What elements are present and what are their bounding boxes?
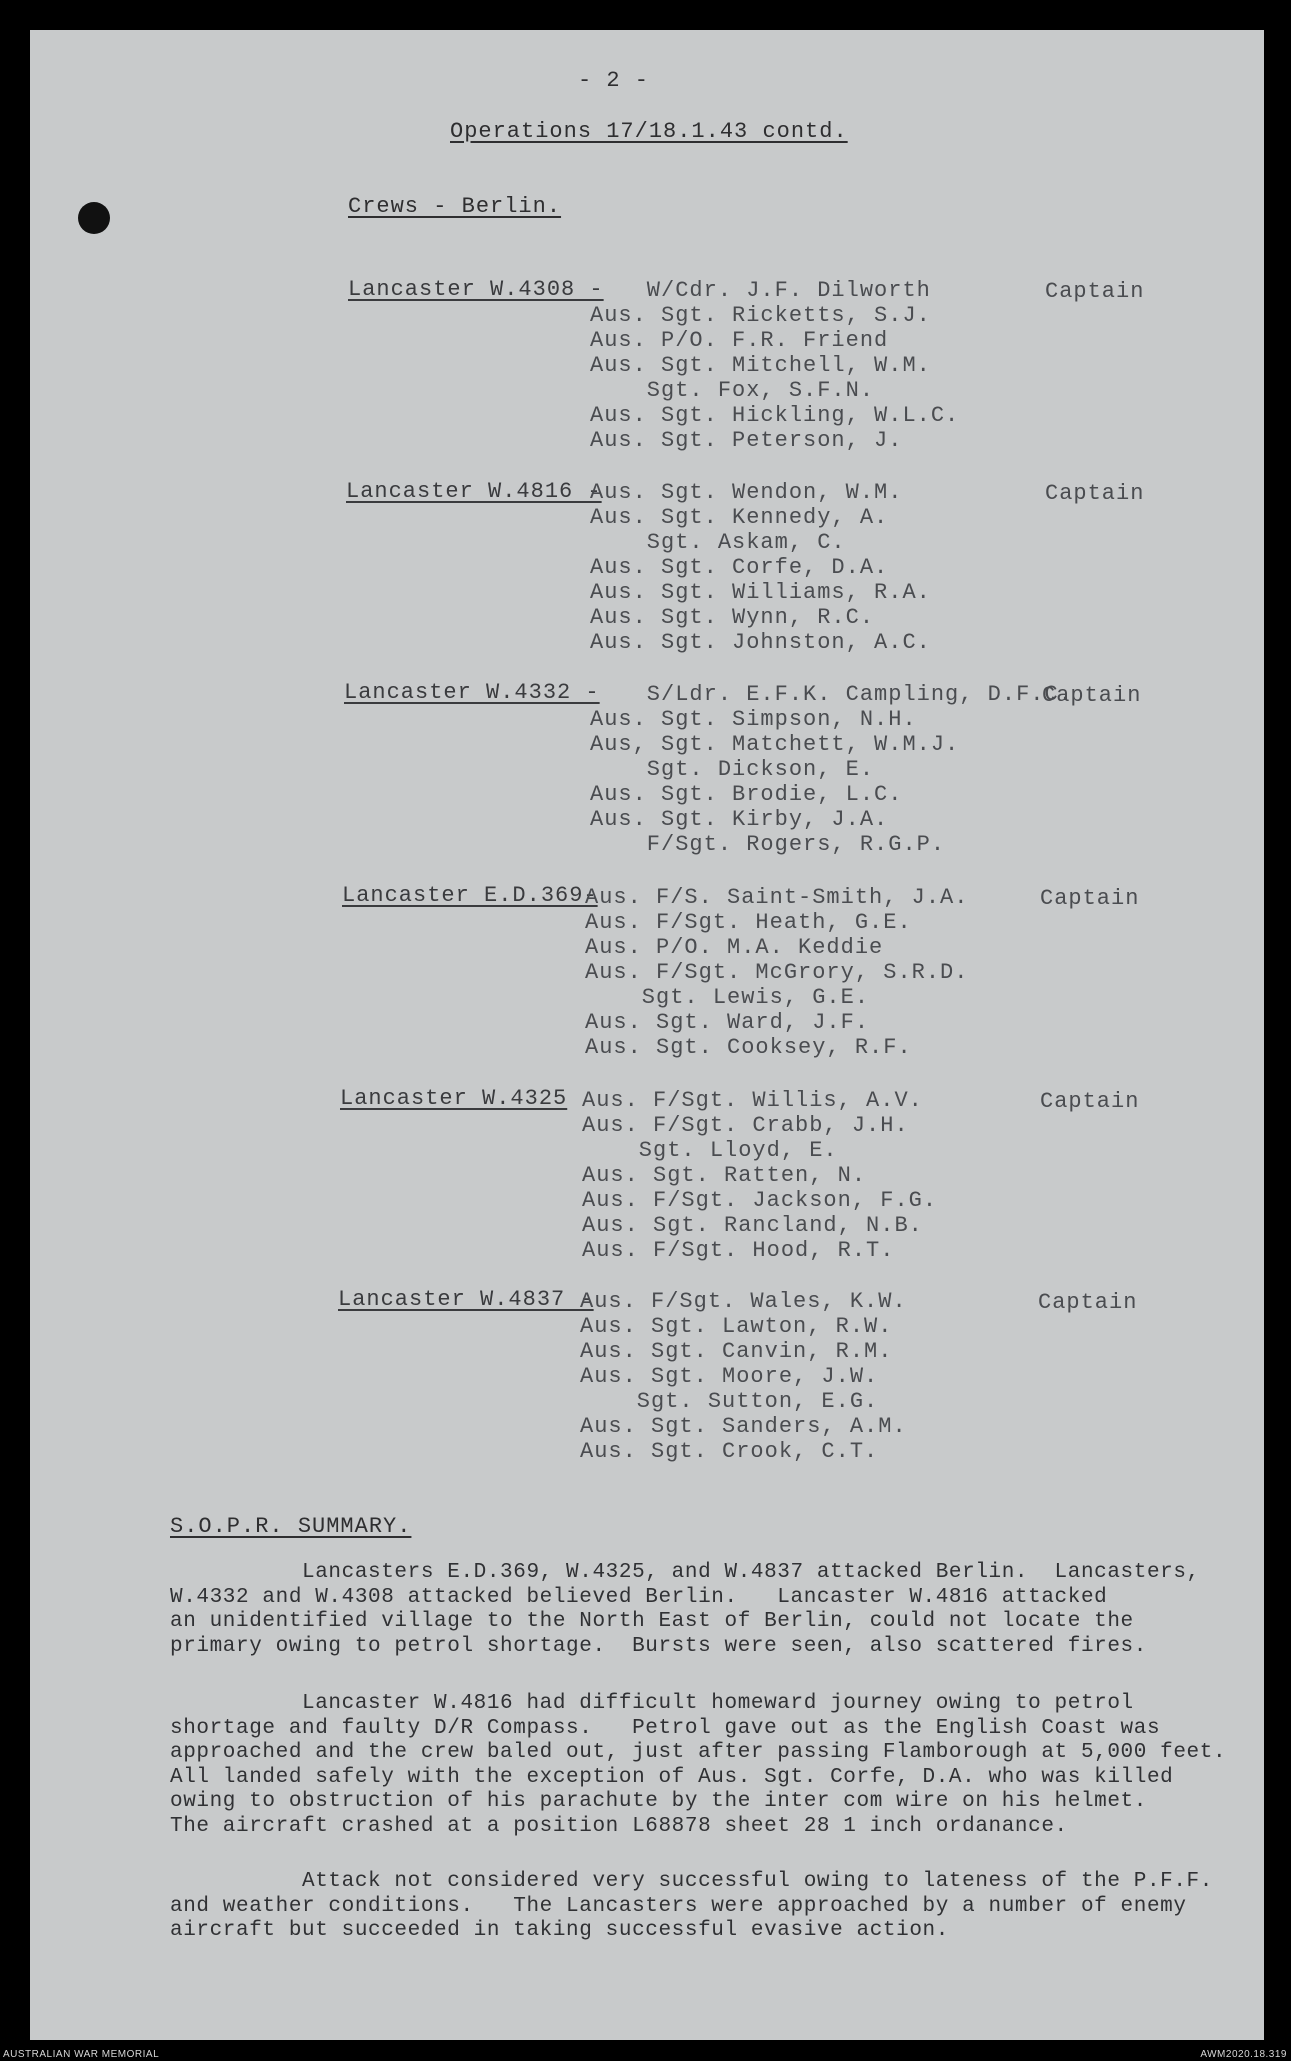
aircraft-name: Lancaster W.4332 - (344, 680, 600, 705)
crew-member: Aus. P/O. F.R. Friend (590, 328, 889, 353)
aircraft-name: Lancaster E.D.369- (342, 883, 598, 908)
crew-member: Sgt. Dickson, E. (590, 757, 875, 782)
page-number: - 2 - (578, 68, 650, 93)
paragraph-line: Lancaster W.4816 had difficult homeward journey owing to petrol (170, 1692, 1134, 1715)
crew-member: Aus. Sgt. Hickling, W.L.C. (590, 403, 960, 428)
crew-member: Aus. Sgt. Johnston, A.C. (590, 630, 931, 655)
crew-member: Aus. F/Sgt. Willis, A.V. (582, 1088, 923, 1113)
paragraph-line: shortage and faulty D/R Compass. Petrol gave out as the English Coast was (170, 1716, 1161, 1740)
crew-member: Aus. Sgt. Ricketts, S.J. (590, 303, 931, 328)
paragraph-line: The aircraft crashed at a position L68878 sheet 28 1 inch ordanance. (170, 1814, 1068, 1838)
crew-member: Sgt. Fox, S.F.N. (590, 378, 875, 403)
summary-paragraph-1 (170, 1561, 1200, 1659)
aircraft-name: Lancaster W.4837 - (338, 1287, 594, 1312)
crew-member: Aus. F/S. Saint-Smith, J.A. (585, 885, 969, 910)
summary-paragraph-3 (170, 1870, 1213, 1944)
crew-member: S/Ldr. E.F.K. Campling, D.F.C. (590, 682, 1073, 707)
paragraph-line: owing to obstruction of his parachute by the inter com wire on his helmet. (170, 1790, 1147, 1813)
aircraft-name: Lancaster W.4816 - (346, 479, 602, 504)
crew-member: Sgt. Lewis, G.E. (585, 985, 870, 1010)
crew-member: Sgt. Sutton, E.G. (580, 1389, 879, 1414)
crew-member: Aus. F/Sgt. Wales, K.W. (580, 1289, 907, 1314)
crews-heading: Crews - Berlin. (348, 194, 562, 219)
crew-role: Captain (1042, 683, 1142, 708)
aircraft-name: Lancaster W.4308 - (348, 277, 604, 302)
crew-member: Aus. Sgt. Wendon, W.M. (590, 480, 903, 505)
paragraph-line: and weather conditions. The Lancasters were approached by a number of enemy (170, 1894, 1187, 1918)
crew-role: Captain (1038, 1290, 1138, 1315)
punch-hole (78, 202, 110, 234)
crew-member: Aus. Sgt. Ratten, N. (582, 1163, 867, 1188)
paragraph-line: Lancasters E.D.369, W.4325, and W.4837 attacked Berlin. Lancasters, (170, 1561, 1200, 1584)
crew-member: Aus. F/Sgt. Heath, G.E. (585, 910, 912, 935)
aircraft-name: Lancaster W.4325 (340, 1086, 568, 1111)
paragraph-line: Attack not considered very successful owing to lateness of the P.F.F. (170, 1870, 1213, 1893)
crew-member: Aus. Sgt. Cooksey, R.F. (585, 1035, 912, 1060)
paragraph-line: All landed safely with the exception of Aus. Sgt. Corfe, D.A. who was killed (170, 1765, 1174, 1789)
crew-member: W/Cdr. J.F. Dilworth (590, 278, 931, 303)
crew-member: Aus, Sgt. Matchett, W.M.J. (590, 732, 960, 757)
crew-member: Aus. Sgt. Wynn, R.C. (590, 605, 875, 630)
crew-member: Aus. Sgt. Crook, C.T. (580, 1439, 879, 1464)
paragraph-line: approached and the crew baled out, just after passing Flamborough at 5,000 feet. (170, 1741, 1227, 1764)
crew-member: Aus. Sgt. Mitchell, W.M. (590, 353, 931, 378)
crew-member: Aus. F/Sgt. Hood, R.T. (582, 1238, 895, 1263)
crew-member: Aus. Sgt. Canvin, R.M. (580, 1339, 893, 1364)
crew-member: Aus. F/Sgt. McGrory, S.R.D. (585, 960, 969, 985)
crew-member: Aus. Sgt. Lawton, R.W. (580, 1314, 893, 1339)
crew-member: Aus. Sgt. Williams, R.A. (590, 580, 931, 605)
crew-role: Captain (1045, 279, 1145, 304)
footer-institution: AUSTRALIAN WAR MEMORIAL (3, 2049, 160, 2060)
crew-role: Captain (1040, 886, 1140, 911)
crew-member: Aus. Sgt. Ward, J.F. (585, 1010, 870, 1035)
crew-role: Captain (1040, 1089, 1140, 1114)
crew-member: Aus. P/O. M.A. Keddie (585, 935, 884, 960)
crew-member: Aus. Sgt. Sanders, A.M. (580, 1414, 907, 1439)
crew-member: Aus. Sgt. Kirby, J.A. (590, 807, 889, 832)
crew-member: Aus. Sgt. Corfe, D.A. (590, 555, 889, 580)
page-heading: Operations 17/18.1.43 contd. (450, 119, 848, 144)
crew-member: Aus. Sgt. Peterson, J. (590, 428, 903, 453)
summary-paragraph-2 (170, 1692, 1227, 1839)
paragraph-line: aircraft but succeeded in taking successful evasive action. (170, 1919, 949, 1942)
crew-member: Aus. Sgt. Rancland, N.B. (582, 1213, 923, 1238)
crew-member: Aus. F/Sgt. Crabb, J.H. (582, 1113, 909, 1138)
crew-member: F/Sgt. Rogers, R.G.P. (590, 832, 946, 857)
crew-role: Captain (1045, 481, 1145, 506)
crew-member: Aus. Sgt. Moore, J.W. (580, 1364, 879, 1389)
crew-member: Aus. Sgt. Simpson, N.H. (590, 707, 917, 732)
crew-member: Sgt. Lloyd, E. (582, 1138, 838, 1163)
footer-reference: AWM2020.18.319 (1200, 2049, 1287, 2060)
paragraph-line: primary owing to petrol shortage. Bursts were seen, also scattered fires. (170, 1634, 1147, 1658)
crew-member: Aus. F/Sgt. Jackson, F.G. (582, 1188, 938, 1213)
crew-member: Aus. Sgt. Kennedy, A. (590, 505, 889, 530)
summary-heading: S.O.P.R. SUMMARY. (170, 1514, 412, 1539)
crew-member: Aus. Sgt. Brodie, L.C. (590, 782, 903, 807)
paragraph-line: an unidentified village to the North East of Berlin, could not locate the (170, 1610, 1134, 1633)
paragraph-line: W.4332 and W.4308 attacked believed Berlin. Lancaster W.4816 attacked (170, 1585, 1108, 1609)
crew-member: Sgt. Askam, C. (590, 530, 846, 555)
